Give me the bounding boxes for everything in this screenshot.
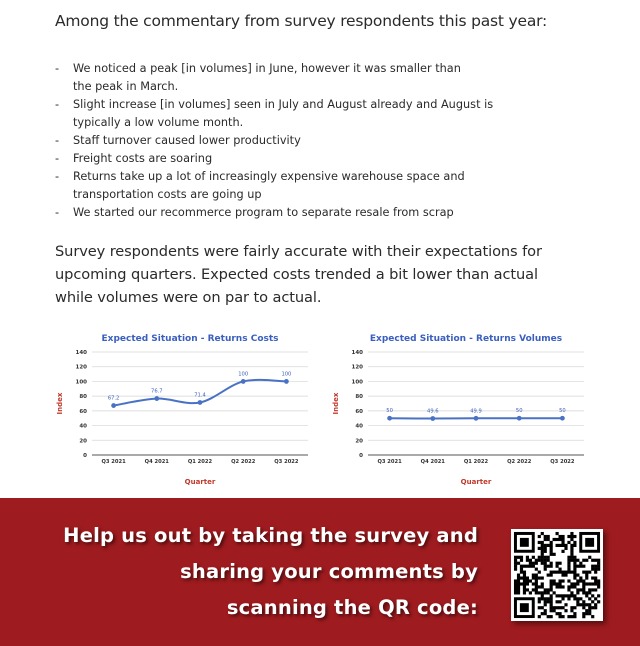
x-axis-title: Quarter xyxy=(460,478,492,486)
qr-code-graphic xyxy=(511,529,603,621)
y-axis-title: Index xyxy=(56,392,64,415)
list-item-line: Slight increase [in volumes] seen in July and August already and August is xyxy=(73,98,494,111)
x-tick-label: Q3 2022 xyxy=(274,459,299,465)
list-item-line: Staff turnover caused lower productivity xyxy=(73,134,301,147)
x-tick-label: Q1 2022 xyxy=(187,459,213,465)
returns-costs-chart xyxy=(50,330,320,488)
data-label: 100 xyxy=(281,371,292,378)
comment-list xyxy=(55,60,525,222)
list-item-line: typically a low volume month. xyxy=(73,116,244,129)
x-tick-label: Q4 2021 xyxy=(420,459,445,465)
y-tick-label: 100 xyxy=(351,379,363,386)
chart-title: Expected Situation - Returns Costs xyxy=(101,334,279,344)
y-axis-title: Index xyxy=(332,392,340,415)
list-item xyxy=(55,168,525,204)
x-tick-label: Q4 2021 xyxy=(144,459,169,465)
list-item xyxy=(55,150,525,168)
list-item-line: the peak in March. xyxy=(73,80,179,93)
qr-code-icon[interactable] xyxy=(511,529,603,621)
y-tick-label: 0 xyxy=(83,453,87,459)
list-item-line: Freight costs are soaring xyxy=(73,152,213,165)
list-item xyxy=(55,60,525,96)
y-tick-label: 20 xyxy=(79,438,87,445)
data-label: 71.4 xyxy=(194,392,206,399)
data-label: 100 xyxy=(238,371,249,378)
y-tick-label: 80 xyxy=(355,394,363,401)
cta-line: sharing your comments by xyxy=(180,560,478,583)
returns-volumes-chart xyxy=(326,330,596,488)
data-label: 76.7 xyxy=(151,388,163,395)
bullet-dash: - xyxy=(55,206,60,219)
qr-finder-pattern xyxy=(520,538,529,547)
y-tick-label: 60 xyxy=(79,408,87,415)
data-point xyxy=(154,396,159,401)
cta-line: Help us out by taking the survey and xyxy=(63,524,478,547)
x-tick-label: Q2 2022 xyxy=(507,459,532,465)
survey-footer-banner xyxy=(0,498,640,646)
data-label: 50 xyxy=(559,408,566,415)
x-tick-label: Q1 2022 xyxy=(463,459,489,465)
y-tick-label: 120 xyxy=(75,364,87,371)
data-point xyxy=(241,379,246,384)
data-label: 50 xyxy=(386,408,393,415)
bullet-dash: - xyxy=(55,62,60,75)
list-item-line: We started our recommerce program to separate resale from scrap xyxy=(73,206,454,219)
x-axis-title: Quarter xyxy=(184,478,216,486)
bullet-dash: - xyxy=(55,134,60,147)
y-tick-label: 40 xyxy=(355,423,363,430)
list-item xyxy=(55,132,525,150)
data-point xyxy=(198,400,203,405)
intro-text: Among the commentary from survey respondents this past year: xyxy=(55,12,548,30)
bullet-dash: - xyxy=(55,152,60,165)
x-tick-label: Q3 2021 xyxy=(101,459,126,465)
summary-paragraph: Survey respondents were fairly accurate with their expectations for upcoming quarters. Expected costs trended a bit lower than actual while volumes were on par to actual. xyxy=(55,243,542,306)
y-tick-label: 40 xyxy=(79,423,87,430)
chart-title: Expected Situation - Returns Volumes xyxy=(369,334,563,344)
data-point xyxy=(284,379,289,384)
data-point xyxy=(474,416,479,421)
list-item-line: We noticed a peak [in volumes] in June, however it was smaller than xyxy=(73,62,461,75)
returns-costs-chart-svg xyxy=(50,330,320,488)
list-item-line: Returns take up a lot of increasingly expensive warehouse space and xyxy=(73,170,465,183)
x-tick-label: Q3 2022 xyxy=(550,459,575,465)
list-item xyxy=(55,204,525,222)
qr-finder-pattern xyxy=(520,603,529,612)
data-point xyxy=(111,403,116,408)
data-label: 49.9 xyxy=(470,408,482,415)
bullet-dash: - xyxy=(55,170,60,183)
call-to-action xyxy=(18,518,478,626)
y-tick-label: 0 xyxy=(359,453,363,459)
data-label: 49.6 xyxy=(427,408,439,415)
data-point xyxy=(517,416,522,421)
y-tick-label: 80 xyxy=(79,394,87,401)
data-point xyxy=(430,416,435,421)
bullet-dash: - xyxy=(55,98,60,111)
list-item xyxy=(55,96,525,132)
y-tick-label: 120 xyxy=(351,364,363,371)
y-tick-label: 20 xyxy=(355,438,363,445)
x-tick-label: Q2 2022 xyxy=(231,459,256,465)
returns-volumes-chart-svg xyxy=(326,330,596,488)
y-tick-label: 140 xyxy=(351,350,363,356)
list-item-line: transportation costs are going up xyxy=(73,188,262,201)
qr-finder-pattern xyxy=(585,538,594,547)
y-tick-label: 100 xyxy=(75,379,87,386)
data-label: 67.2 xyxy=(107,395,120,402)
y-tick-label: 60 xyxy=(355,408,363,415)
x-tick-label: Q3 2021 xyxy=(377,459,402,465)
cta-line: scanning the QR code: xyxy=(226,596,478,619)
data-point xyxy=(387,416,392,421)
y-tick-label: 140 xyxy=(75,350,87,356)
data-label: 50 xyxy=(515,408,523,415)
data-point xyxy=(560,416,565,421)
